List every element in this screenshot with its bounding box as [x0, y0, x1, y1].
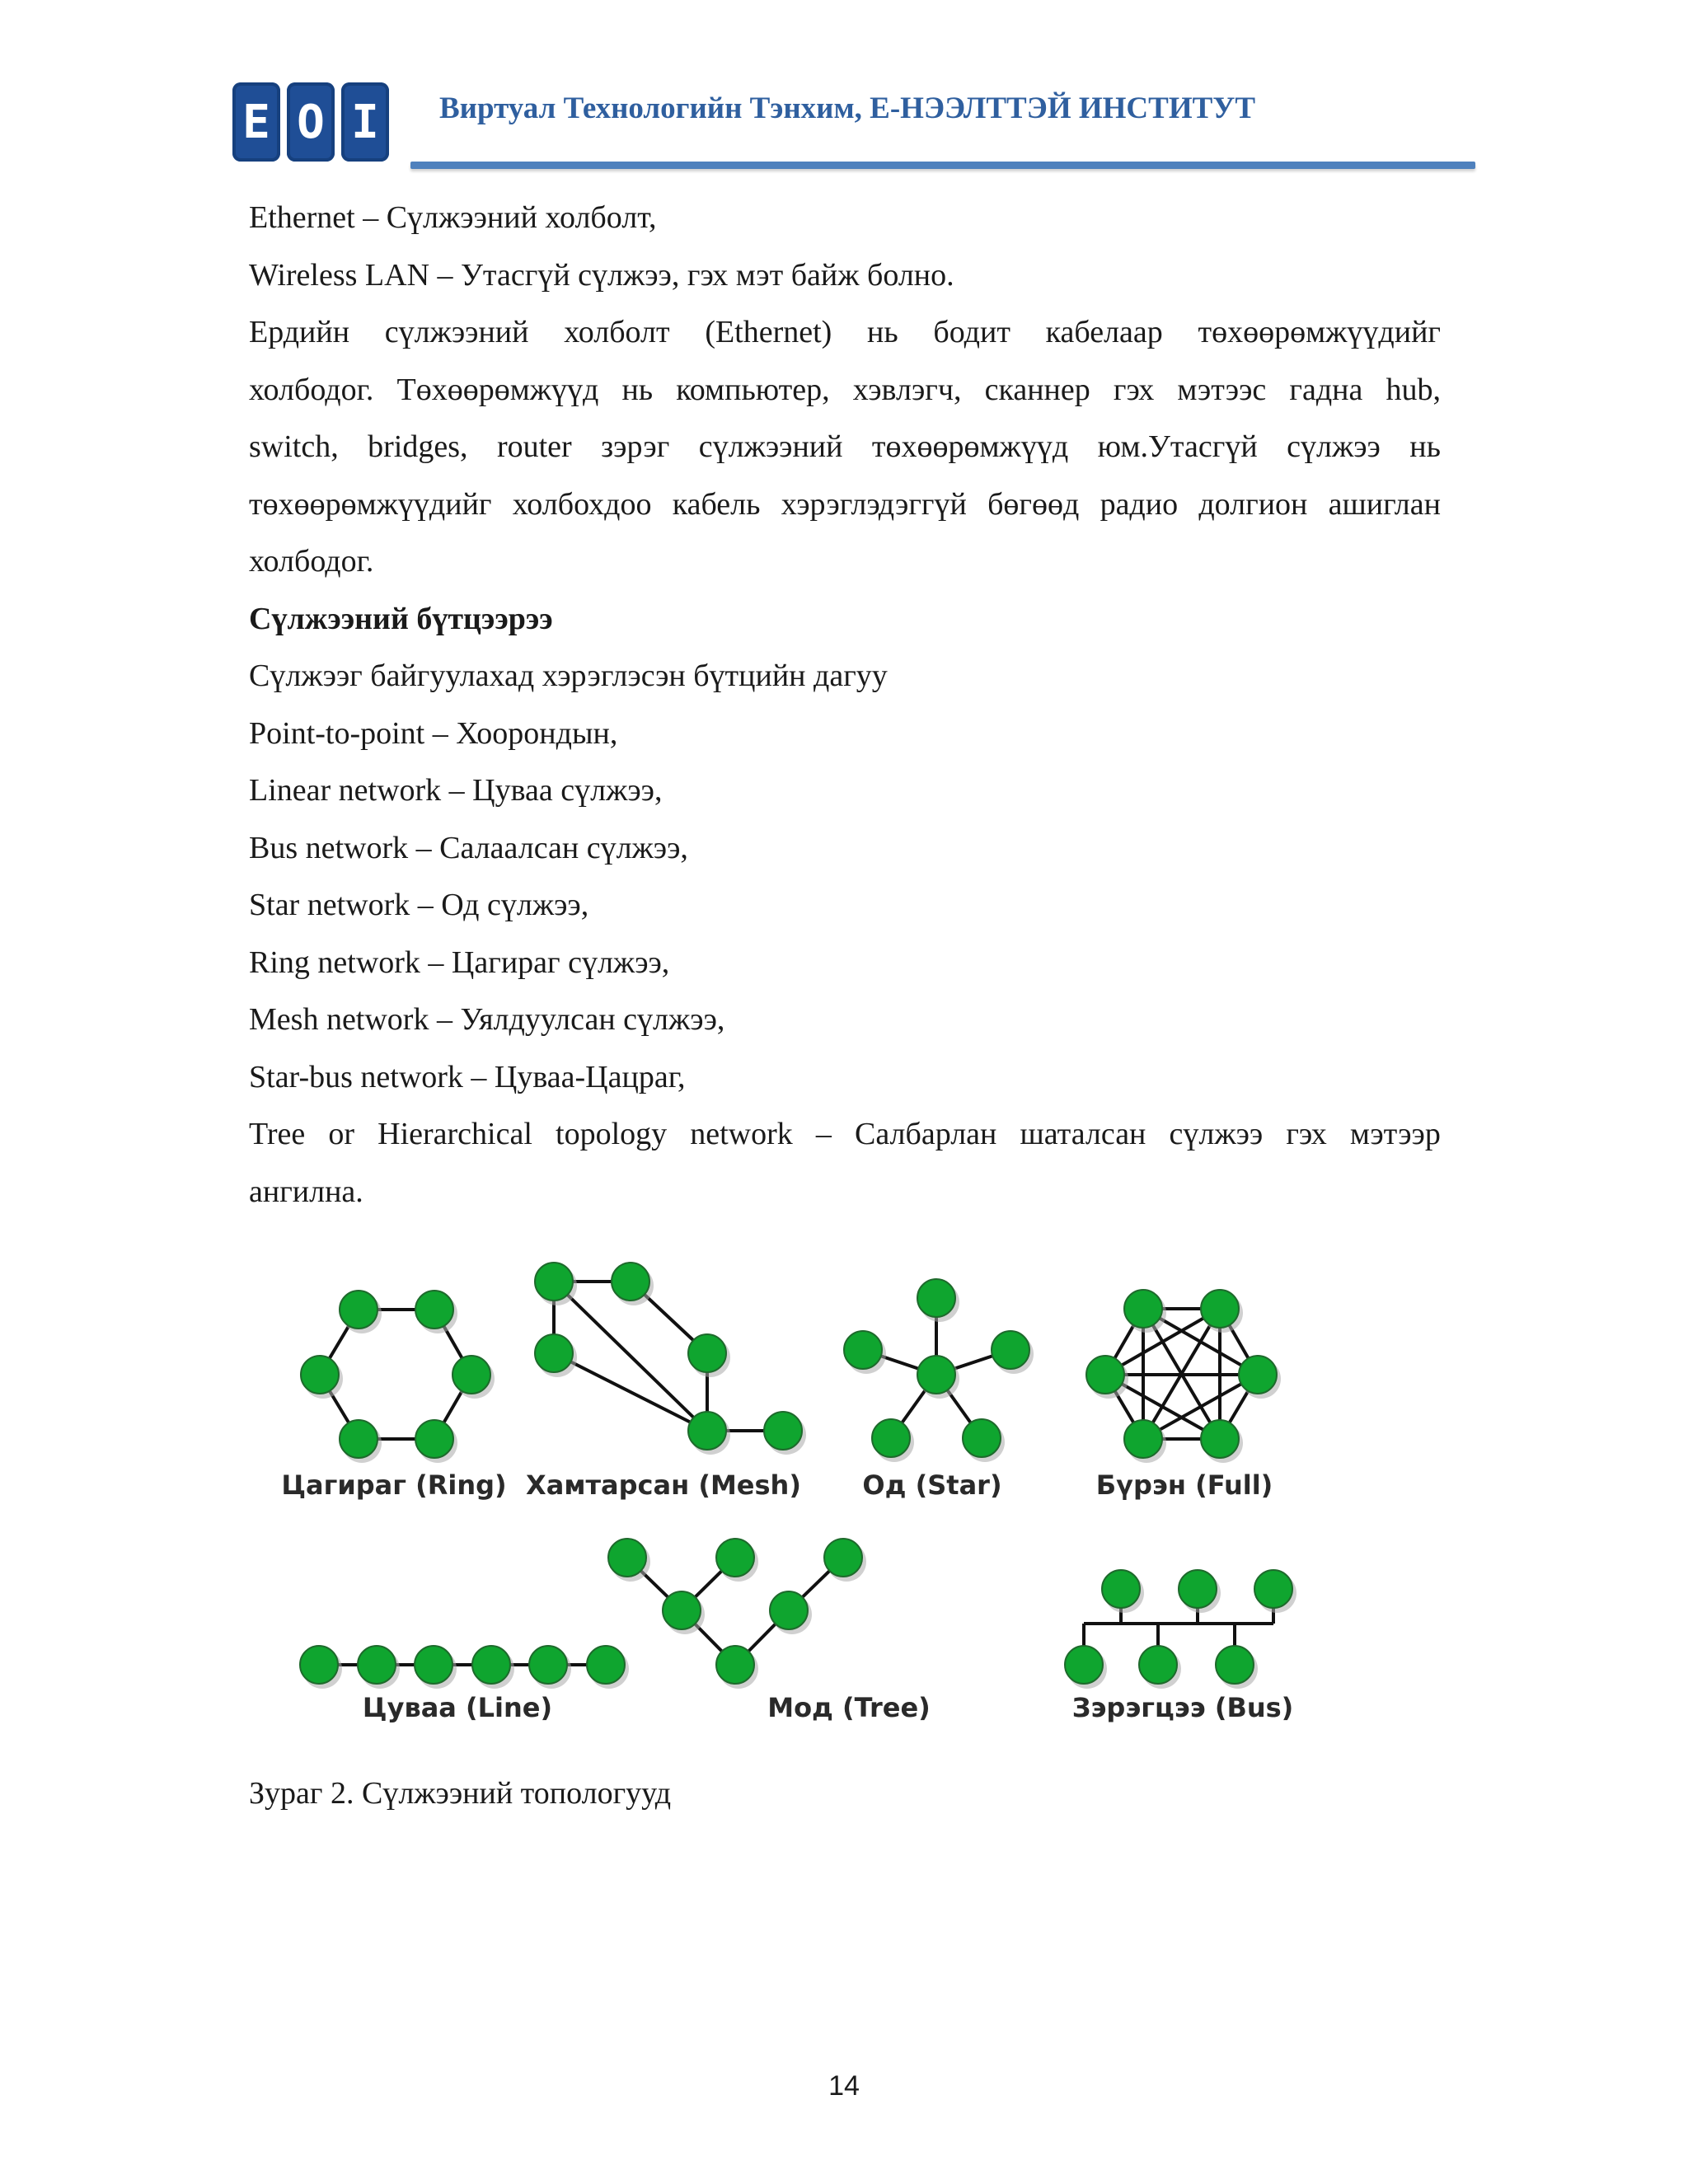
logo-letter-e: E — [232, 82, 280, 162]
section-heading — [249, 591, 1441, 649]
word: Hierarchical — [377, 1117, 532, 1151]
page-number: 14 — [828, 2070, 860, 2102]
list-item-point-to-point: Point-to-point – Хоорондын, — [249, 715, 618, 751]
header-title: Виртуал Технологийн Тэнхим, Е-НЭЭЛТТЭЙ ИНСТИТУТ — [439, 91, 1256, 125]
star-node — [963, 1419, 1001, 1457]
ring-node — [340, 1420, 377, 1458]
word: мэтээс — [1177, 372, 1267, 407]
header-divider — [410, 162, 1475, 169]
word: компьютер, — [676, 372, 830, 407]
star-node — [917, 1279, 955, 1317]
word: or — [328, 1117, 355, 1151]
paragraph-line-1 — [249, 304, 1441, 362]
word: мэтээр — [1349, 1117, 1441, 1151]
section-heading-text: Сүлжээний бүтцээрээ — [249, 601, 553, 636]
star-label: Од (Star) — [862, 1469, 1002, 1501]
bus-node — [1065, 1646, 1103, 1684]
word: зэрэг — [601, 429, 670, 464]
mesh-node — [688, 1334, 726, 1372]
star-node — [992, 1331, 1029, 1369]
word: сүлжээ — [1287, 429, 1381, 464]
word: сүлжээний — [698, 429, 843, 464]
word: сканнер — [984, 372, 1090, 407]
word: сүлжээ — [1169, 1117, 1264, 1151]
word: холбохдоо — [512, 486, 652, 522]
word: шаталсан — [1020, 1117, 1146, 1151]
word: (Ethernet) — [705, 315, 832, 349]
ring-node — [452, 1356, 490, 1394]
intro-line: Сүлжээг байгуулахад хэрэглэсэн бүтцийн дагуу — [249, 658, 888, 693]
full-node — [1201, 1420, 1239, 1458]
word: хэвлэгч, — [852, 372, 962, 407]
word: холболт — [564, 315, 670, 349]
star-node — [844, 1331, 882, 1369]
list-item-bus: Bus network – Салаалсан сүлжээ, — [249, 830, 688, 865]
tree-node — [663, 1591, 701, 1629]
word: network — [690, 1117, 793, 1151]
bus-label: Зэрэгцээ (Bus) — [1071, 1692, 1294, 1723]
word: кабель — [672, 486, 761, 522]
tree-node — [824, 1539, 862, 1577]
word: нь — [867, 315, 898, 349]
paragraph-line-4 — [249, 476, 1441, 534]
mesh-node — [535, 1334, 573, 1372]
mesh-node — [688, 1412, 726, 1450]
tree-node — [716, 1539, 754, 1577]
list-item-star-bus: Star-bus network – Цуваа-Цацраг, — [249, 1059, 686, 1094]
mesh-label: Хамтарсан (Mesh) — [526, 1469, 801, 1501]
word: Ердийн — [249, 315, 350, 349]
word: Төхөөрөмжүүд — [396, 372, 599, 407]
list-item-linear: Linear network – Цуваа сүлжээ, — [249, 773, 663, 808]
word: ашиглан — [1328, 486, 1441, 522]
word: bridges, — [368, 429, 468, 464]
line-label: Цуваа (Line) — [362, 1692, 553, 1723]
mesh-node — [535, 1263, 573, 1301]
tree-node — [716, 1646, 754, 1684]
tree-node — [770, 1591, 808, 1629]
word: юм.Утасгүй — [1097, 429, 1258, 464]
bus-node — [1254, 1570, 1292, 1608]
logo-letter-i: I — [341, 82, 389, 162]
word: сүлжээний — [384, 315, 529, 349]
word: төхөөрөмжүүд — [871, 429, 1069, 464]
full-node — [1124, 1290, 1162, 1328]
topology-diagram — [280, 1244, 1352, 1739]
word: нь — [621, 372, 654, 407]
page-body — [249, 190, 1441, 1221]
word: долгион — [1198, 486, 1308, 522]
list-item-tree-continued: ангилна. — [249, 1174, 363, 1209]
word: төхөөрөмжүүдийг — [1198, 315, 1441, 349]
paragraph-line-2 — [249, 362, 1441, 419]
line-node — [415, 1646, 452, 1684]
list-item-tree — [249, 1106, 1441, 1164]
paragraph-line-5: холбодог. — [249, 544, 374, 579]
mesh-node — [764, 1412, 802, 1450]
word: router — [496, 429, 572, 464]
ring-node — [415, 1420, 453, 1458]
bus-node — [1139, 1646, 1177, 1684]
list-item-mesh: Mesh network – Уялдуулсан сүлжээ, — [249, 1002, 725, 1037]
wireless-line: Wireless LAN – Утасгүй сүлжээ, гэх мэт байж болно. — [249, 257, 954, 293]
mesh-edges — [554, 1282, 783, 1431]
eoi-logo — [232, 82, 389, 162]
bus-node — [1216, 1646, 1254, 1684]
line-node — [472, 1646, 510, 1684]
ring-label: Цагираг (Ring) — [281, 1469, 507, 1501]
tree-label: Мод (Tree) — [767, 1692, 931, 1723]
paragraph-line-3 — [249, 419, 1441, 476]
bus-node — [1179, 1570, 1217, 1608]
ethernet-line: Ethernet – Сүлжээний холболт, — [249, 200, 657, 235]
ring-node — [340, 1291, 377, 1329]
word: кабелаар — [1045, 315, 1163, 349]
tree-node — [608, 1539, 646, 1577]
topology-figure — [280, 1244, 1352, 1743]
full-node — [1201, 1290, 1239, 1328]
full-node — [1239, 1356, 1277, 1394]
ring-node — [301, 1356, 339, 1394]
full-label: Бүрэн (Full) — [1095, 1469, 1273, 1501]
word: радио — [1100, 486, 1179, 522]
logo-letter-o: O — [287, 82, 335, 162]
word: гэх — [1286, 1117, 1327, 1151]
word: холбодог. — [249, 372, 374, 407]
full-node — [1086, 1356, 1124, 1394]
word: хэрэглэдэггүй — [781, 486, 967, 522]
word: switch, — [249, 429, 339, 464]
word: гэх — [1113, 372, 1155, 407]
star-node — [917, 1356, 955, 1394]
line-node — [587, 1646, 625, 1684]
bus-node — [1102, 1570, 1140, 1608]
ring-node — [415, 1291, 453, 1329]
star-node — [872, 1419, 910, 1457]
word: Салбарлан — [855, 1117, 997, 1151]
word: topology — [556, 1117, 668, 1151]
line-node — [300, 1646, 338, 1684]
word: – — [815, 1117, 832, 1151]
list-item-ring: Ring network – Цагираг сүлжээ, — [249, 944, 670, 980]
line-node — [358, 1646, 396, 1684]
full-node — [1124, 1420, 1162, 1458]
list-item-star: Star network – Од сүлжээ, — [249, 888, 589, 922]
mesh-node — [612, 1263, 649, 1301]
word: бөгөөд — [987, 486, 1080, 522]
word: hub, — [1386, 372, 1441, 407]
word: Tree — [249, 1117, 306, 1151]
word: нь — [1409, 429, 1441, 464]
line-node — [529, 1646, 567, 1684]
figure-caption: Зураг 2. Сүлжээний топологууд — [249, 1776, 672, 1811]
word: гадна — [1289, 372, 1363, 407]
word: төхөөрөмжүүдийг — [249, 486, 492, 522]
word: бодит — [933, 315, 1010, 349]
